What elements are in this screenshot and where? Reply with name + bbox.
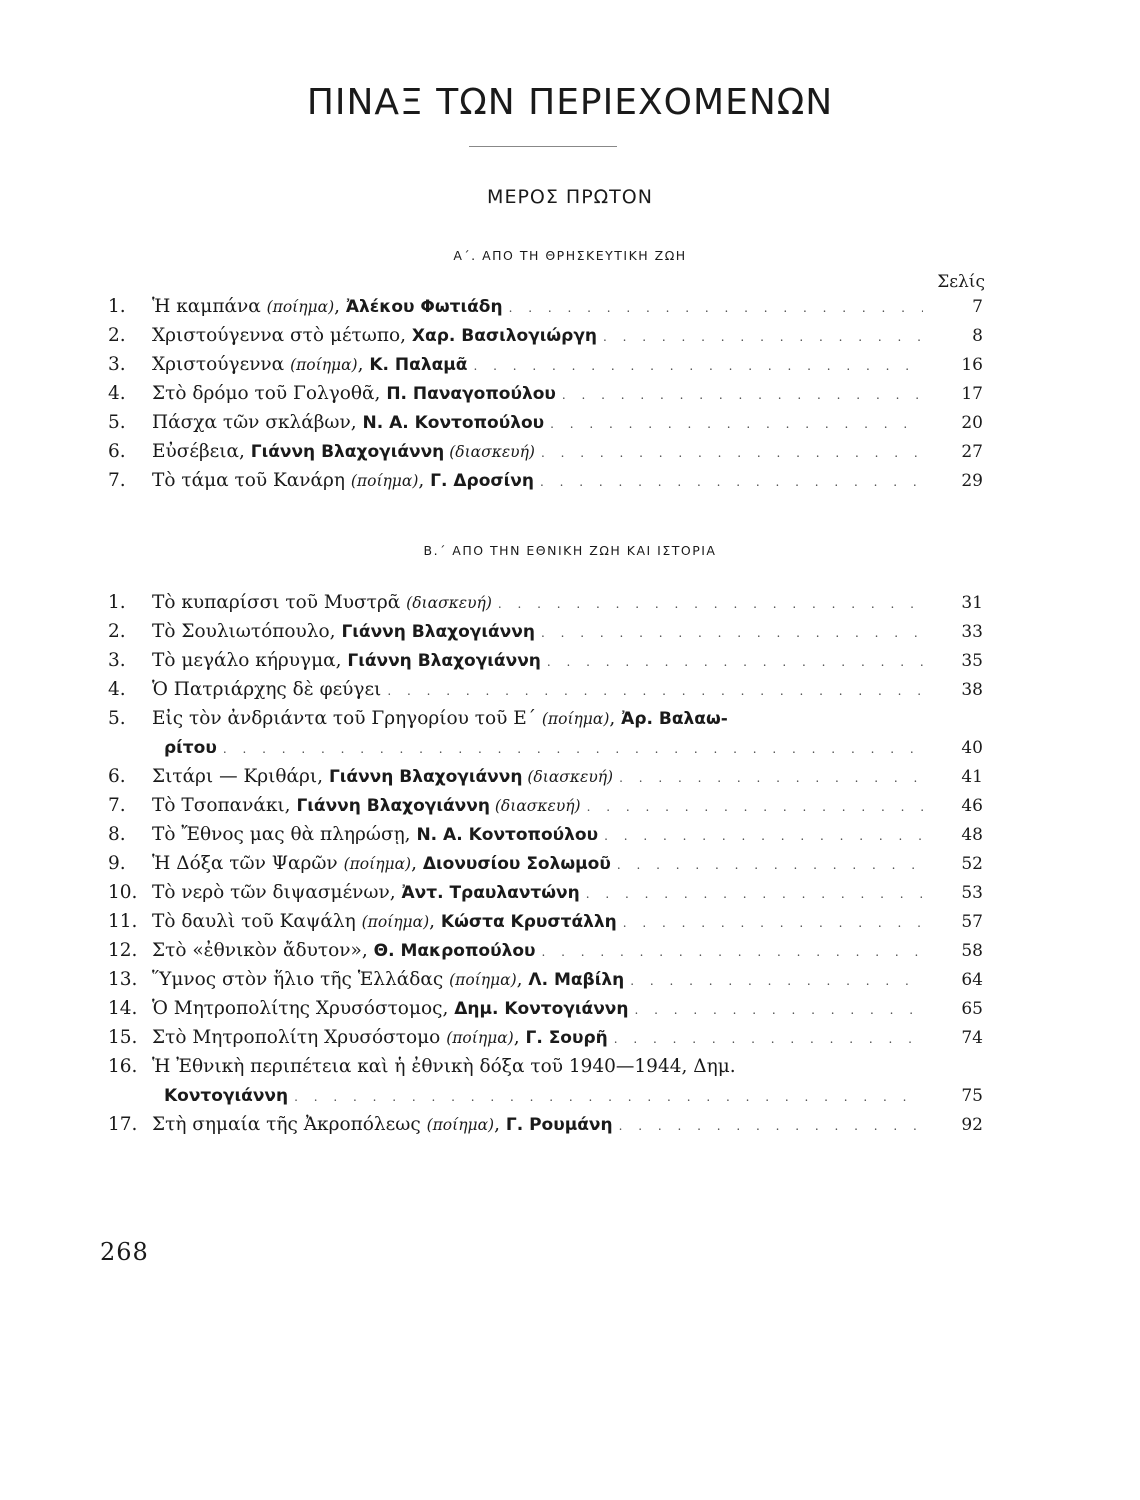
- toc-entry: [108, 617, 985, 646]
- entry-author: Γ. Σουρῆ: [525, 1028, 608, 1048]
- entry-title: [152, 820, 598, 850]
- entry-page: 16: [961, 355, 983, 375]
- entry-title: [152, 1023, 608, 1053]
- entry-author: Γ. Ρουμάνη: [505, 1115, 613, 1135]
- toc-entry: [108, 321, 985, 350]
- entry-page: 35: [961, 651, 983, 671]
- entry-number: 1.: [108, 296, 126, 317]
- entry-text: Ἡ Ἐθνικὴ περιπέτεια καὶ ἡ ἐθνικὴ δόξα τοῦ 1940—1944, Δημ.: [152, 1056, 736, 1077]
- entry-note: (ποίημα): [343, 855, 412, 873]
- leader-dots: [467, 352, 923, 381]
- entry-page: 8: [972, 326, 983, 346]
- page-column-label: Σελίς: [937, 272, 985, 292]
- section-a-list: [108, 292, 985, 495]
- leader-dots: [535, 619, 923, 648]
- entry-note: (διασκευή): [406, 594, 492, 612]
- leader-dots: [580, 880, 923, 909]
- entry-note: (διασκευή): [489, 797, 581, 815]
- page-title: ΠΙΝΑΞ ΤΩΝ ΠΕΡΙΕΧΟΜΕΝΩΝ: [306, 82, 834, 123]
- entry-page: 20: [961, 413, 983, 433]
- entry-page: 46: [961, 796, 983, 816]
- entry-author: Δημ. Κοντογιάννη: [454, 999, 629, 1019]
- toc-entry: [108, 878, 985, 907]
- entry-text: Στὸ «ἐθνικὸν ἄδυτον»,: [152, 940, 374, 961]
- entry-page: 65: [961, 999, 983, 1019]
- entry-author: Θ. Μακροπούλου: [373, 941, 536, 961]
- entry-title: [152, 878, 580, 908]
- entry-author: Διονυσίου Σολωμοῦ: [422, 854, 611, 874]
- entry-number: 15.: [108, 1027, 138, 1048]
- entry-number: 17.: [108, 1114, 138, 1135]
- entry-note: (ποίημα): [446, 1029, 514, 1047]
- leader-dots: [617, 909, 923, 938]
- entry-page: 33: [961, 622, 983, 642]
- entry-author: Γιάννη Βλαχογιάννη: [347, 651, 541, 671]
- toc-entry: [108, 646, 985, 675]
- entry-title: [152, 849, 611, 879]
- toc-entry: [108, 1023, 985, 1052]
- entry-number: 4.: [108, 679, 126, 700]
- entry-number: 5.: [108, 412, 126, 433]
- entry-number: 3.: [108, 650, 126, 671]
- entry-text: Στὸ Μητροπολίτη Χρυσόστομο: [152, 1027, 447, 1048]
- entry-note: (ποίημα): [361, 913, 430, 931]
- entry-page: 17: [961, 384, 983, 404]
- entry-separator: ,: [411, 853, 423, 874]
- entry-author: Ἀλέκου Φωτιάδη: [345, 297, 503, 317]
- entry-separator: ,: [418, 470, 431, 491]
- entry-text: Χριστούγεννα: [152, 354, 291, 375]
- entry-title: [152, 936, 536, 966]
- entry-title: [152, 617, 535, 647]
- entry-note: (διασκευή): [522, 768, 614, 786]
- leader-dots: [381, 677, 923, 706]
- toc-entry: [108, 292, 985, 321]
- toc-entry: [108, 408, 985, 437]
- leader-dots: [613, 764, 923, 793]
- entry-number: 5.: [108, 708, 126, 729]
- entry-text: Τὸ κυπαρίσσι τοῦ Μυστρᾶ: [152, 592, 407, 613]
- entry-title: [152, 292, 503, 322]
- entry-page: 29: [961, 471, 983, 491]
- toc-entry: [108, 965, 985, 994]
- entry-page: 27: [961, 442, 983, 462]
- entry-page: 40: [961, 738, 983, 758]
- entry-text: Τὸ Τσοπανάκι,: [152, 795, 297, 816]
- leader-dots: [556, 381, 923, 410]
- leader-dots: [613, 1112, 923, 1141]
- entry-title: [152, 1052, 985, 1081]
- entry-number: 2.: [108, 621, 126, 642]
- entry-page: 48: [961, 825, 983, 845]
- toc-entry: [108, 588, 985, 617]
- entry-author: Ν. Α. Κοντοπούλου: [362, 413, 545, 433]
- leader-dots: [611, 851, 923, 880]
- toc-entry: [108, 936, 985, 965]
- title-divider: [469, 146, 617, 147]
- leader-dots: [217, 735, 923, 764]
- entry-text: Τὸ Ἔθνος μας θὰ πληρώσῃ,: [152, 824, 417, 845]
- entry-page: 57: [961, 912, 983, 932]
- entry-author: Χαρ. Βασιλογιώργη: [411, 326, 598, 346]
- entry-text: Σιτάρι — Κριθάρι,: [152, 766, 329, 787]
- entry-title: [164, 1081, 288, 1111]
- entry-title: [152, 675, 381, 704]
- toc-entry: [108, 379, 985, 408]
- entry-separator: ,: [516, 969, 529, 990]
- toc-entry: [108, 675, 985, 704]
- entry-separator: ,: [357, 354, 370, 375]
- toc-entry: [108, 466, 985, 495]
- entry-page: 75: [961, 1086, 983, 1106]
- entry-separator: ,: [429, 911, 441, 932]
- entry-number: 7.: [108, 470, 126, 491]
- toc-entry: [108, 1110, 985, 1139]
- entry-number: 7.: [108, 795, 126, 816]
- entry-text: Τὸ Σουλιωτόπουλο,: [152, 621, 342, 642]
- entry-author: Γιάννη Βλαχογιάννη: [341, 622, 535, 642]
- page-number: 268: [100, 1238, 149, 1266]
- section-b-list: [108, 588, 985, 1139]
- entry-title: [152, 907, 617, 937]
- entry-author: Ἀρ. Βαλαω-: [621, 709, 728, 729]
- leader-dots: [544, 410, 923, 439]
- entry-title: [152, 588, 492, 618]
- toc-entry: [108, 820, 985, 849]
- entry-page: 31: [961, 593, 983, 613]
- entry-title: [152, 437, 535, 467]
- entry-number: 9.: [108, 853, 126, 874]
- leader-dots: [288, 1083, 923, 1112]
- entry-number: 14.: [108, 998, 138, 1019]
- entry-separator: ,: [334, 296, 346, 317]
- toc-entry: [108, 849, 985, 878]
- entry-author: ρίτου: [164, 738, 217, 758]
- entry-number: 11.: [108, 911, 138, 932]
- entry-author: Κοντογιάννη: [164, 1086, 289, 1106]
- entry-title: [152, 1110, 613, 1140]
- entry-author: Π. Παναγοπούλου: [386, 384, 556, 404]
- entry-number: 4.: [108, 383, 126, 404]
- entry-text: Ὕμνος στὸν ἥλιο τῆς Ἑλλάδας: [152, 969, 450, 990]
- entry-note: (ποίημα): [290, 356, 358, 374]
- entry-text: Ὁ Πατριάρχης δὲ φεύγει: [152, 679, 382, 700]
- entry-text: Τὸ δαυλὶ τοῦ Καψάλη: [152, 911, 362, 932]
- entry-title: [152, 704, 985, 734]
- toc-entry: [108, 437, 985, 466]
- entry-author: Ν. Α. Κοντοπούλου: [416, 825, 599, 845]
- entry-number: 3.: [108, 354, 126, 375]
- entry-author: Γιάννη Βλαχογιάννη: [296, 796, 490, 816]
- entry-note: (ποίημα): [426, 1116, 495, 1134]
- toc-entry: [108, 791, 985, 820]
- entry-author: Γιάννη Βλαχογιάννη: [250, 442, 445, 462]
- entry-text: Στὴ σημαία τῆς Ἀκροπόλεως: [152, 1114, 427, 1135]
- entry-page: 53: [961, 883, 983, 903]
- entry-title: [152, 762, 613, 792]
- entry-note: (ποίημα): [266, 298, 335, 316]
- entry-title: [152, 646, 541, 676]
- entry-note: (διασκευή): [444, 443, 535, 461]
- entry-author: Ἀντ. Τραυλαντώνη: [401, 883, 580, 903]
- leader-dots: [503, 294, 923, 323]
- toc-entry: [108, 994, 985, 1023]
- entry-author: Λ. Μαβίλη: [528, 970, 625, 990]
- entry-number: 2.: [108, 325, 126, 346]
- leader-dots: [492, 590, 923, 619]
- entry-separator: ,: [494, 1114, 506, 1135]
- entry-text: Ἡ καμπάνα: [152, 296, 267, 317]
- entry-note: (ποίημα): [350, 472, 419, 490]
- entry-text: Ὁ Μητροπολίτης Χρυσόστομος,: [152, 998, 455, 1019]
- entry-page: 52: [961, 854, 983, 874]
- entry-separator: ,: [513, 1027, 526, 1048]
- entry-page: 58: [961, 941, 983, 961]
- toc-entry-continuation: [108, 733, 985, 762]
- entry-number: 16.: [108, 1056, 138, 1077]
- entry-author: Γ. Δροσίνη: [430, 471, 534, 491]
- section-b-heading: Β.΄ ΑΠΟ ΤΗΝ ΕΘΝΙΚΗ ΖΩΗ ΚΑΙ ΙΣΤΟΡΙΑ: [423, 543, 717, 558]
- part-heading: ΜΕΡΟΣ ΠΡΩΤΟΝ: [487, 186, 653, 208]
- toc-entry: [108, 907, 985, 936]
- entry-note: (ποίημα): [449, 971, 517, 989]
- toc-entry: [108, 704, 985, 733]
- entry-title: [152, 791, 581, 821]
- entry-page: 92: [961, 1115, 983, 1135]
- entry-note: (ποίημα): [541, 710, 610, 728]
- entry-title: [152, 379, 556, 409]
- entry-number: 6.: [108, 766, 126, 787]
- leader-dots: [536, 938, 924, 967]
- entry-number: 8.: [108, 824, 126, 845]
- entry-separator: ,: [609, 708, 622, 729]
- leader-dots: [624, 967, 923, 996]
- entry-text: Τὸ νερὸ τῶν διψασμένων,: [152, 882, 402, 903]
- entry-page: 7: [972, 297, 983, 317]
- leader-dots: [581, 793, 923, 822]
- entry-text: Πάσχα τῶν σκλάβων,: [152, 412, 363, 433]
- entry-title: [152, 408, 544, 438]
- entry-title: [152, 965, 624, 995]
- entry-page: 74: [961, 1028, 983, 1048]
- entry-author: Κ. Παλαμᾶ: [369, 355, 468, 375]
- toc-entry: [108, 762, 985, 791]
- entry-number: 10.: [108, 882, 138, 903]
- leader-dots: [608, 1025, 923, 1054]
- toc-entry: [108, 1052, 985, 1081]
- entry-text: Χριστούγεννα στὸ μέτωπο,: [152, 325, 412, 346]
- entry-text: Τὸ μεγάλο κήρυγμα,: [152, 650, 348, 671]
- entry-author: Κώστα Κρυστάλλη: [440, 912, 617, 932]
- leader-dots: [597, 323, 923, 352]
- entry-text: Εἰς τὸν ἀνδριάντα τοῦ Γρηγορίου τοῦ Ε΄: [152, 708, 542, 729]
- entry-text: Στὸ δρόμο τοῦ Γολγοθᾶ,: [152, 383, 387, 404]
- entry-title: [152, 466, 534, 496]
- entry-page: 41: [961, 767, 983, 787]
- leader-dots: [541, 648, 923, 677]
- leader-dots: [598, 822, 923, 851]
- leader-dots: [628, 996, 923, 1025]
- entry-text: Ἡ Δόξα τῶν Ψαρῶν: [152, 853, 344, 874]
- section-a-heading: Α΄. ΑΠΟ ΤΗ ΘΡΗΣΚΕΥΤΙΚΗ ΖΩΗ: [453, 248, 687, 263]
- entry-number: 1.: [108, 592, 126, 613]
- entry-number: 6.: [108, 441, 126, 462]
- leader-dots: [535, 439, 923, 468]
- entry-number: 13.: [108, 969, 138, 990]
- entry-title: [152, 321, 597, 351]
- entry-title: [152, 350, 467, 380]
- entry-text: Τὸ τάμα τοῦ Κανάρη: [152, 470, 351, 491]
- toc-entry: [108, 350, 985, 379]
- entry-number: 12.: [108, 940, 138, 961]
- entry-page: 38: [961, 680, 983, 700]
- entry-title: [164, 733, 217, 763]
- toc-entry-continuation: [108, 1081, 985, 1110]
- entry-author: Γιάννη Βλαχογιάννη: [328, 767, 523, 787]
- leader-dots: [534, 468, 923, 497]
- entry-text: Εὐσέβεια,: [152, 441, 251, 462]
- entry-title: [152, 994, 628, 1024]
- entry-page: 64: [961, 970, 983, 990]
